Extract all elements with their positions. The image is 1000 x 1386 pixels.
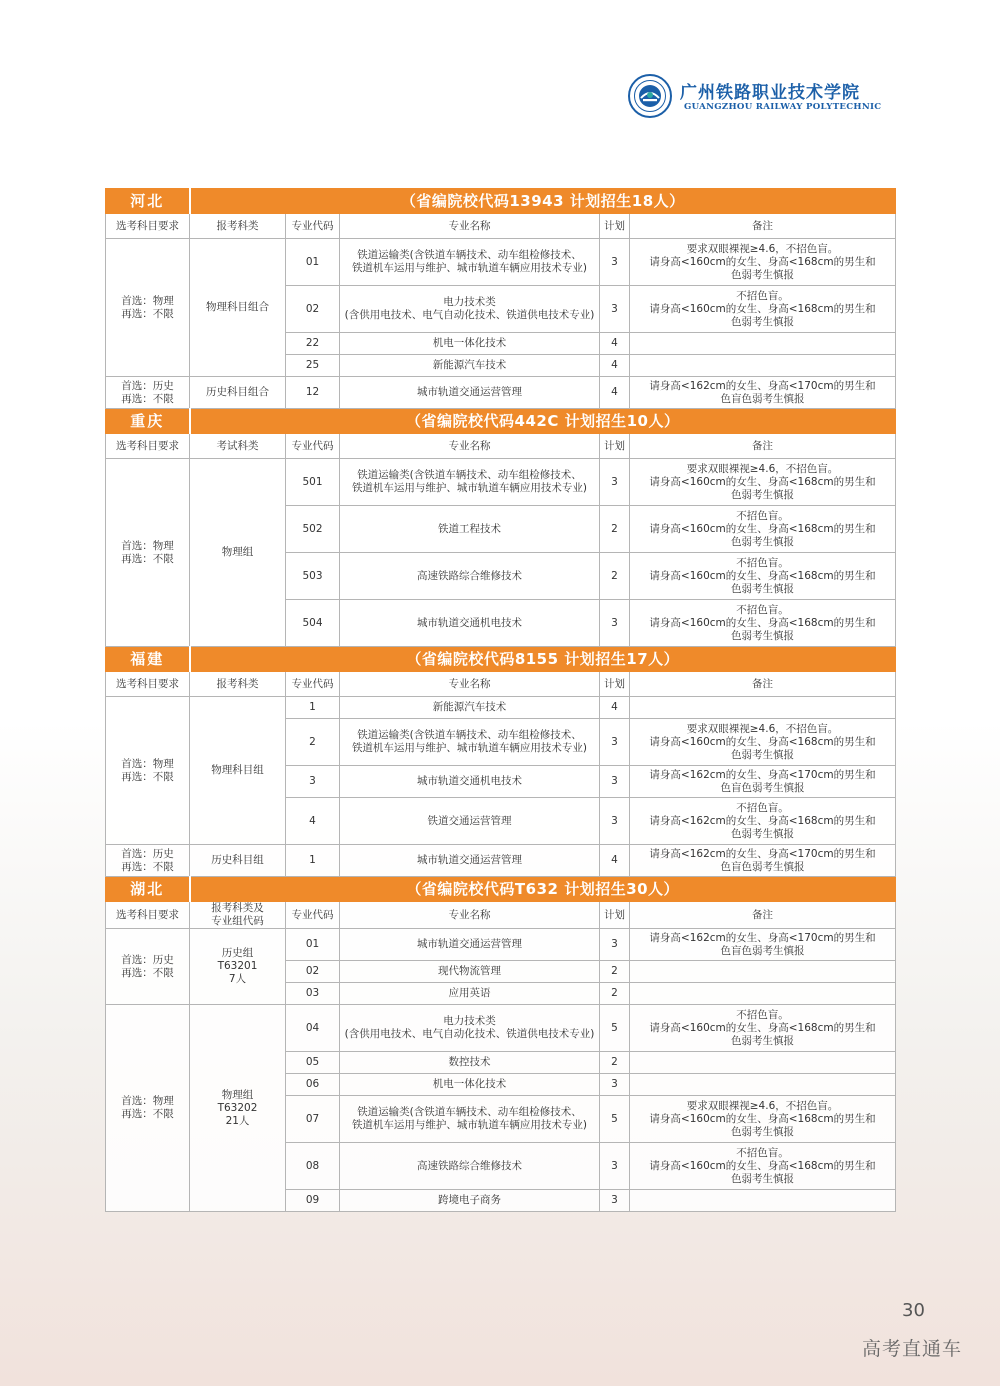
major-code: 05 <box>286 1052 340 1074</box>
column-header <box>600 434 630 459</box>
column-header <box>106 902 190 929</box>
remark-line: 请身高<160cm的女生、身高<168cm的男生和 <box>649 569 876 582</box>
major-name-line: 城市轨道交通运营管理 <box>417 938 522 950</box>
major-name-line: 铁道运输类(含铁道车辆技术、动车组检修技术、 <box>357 729 582 741</box>
table-row <box>106 377 896 409</box>
major-code: 2 <box>286 719 340 766</box>
school-name-cn: 广州铁路职业技术学院 <box>680 83 860 103</box>
remark <box>630 355 896 377</box>
major-name-line: 跨境电子商务 <box>438 1194 501 1206</box>
plan-count: 4 <box>600 845 630 877</box>
province-band <box>106 409 896 434</box>
plan-count: 3 <box>600 459 630 506</box>
remark-line: 不招色盲。 <box>736 603 789 616</box>
remark-line: 不招色盲。 <box>736 509 789 522</box>
remark <box>630 766 896 798</box>
column-header-text: 专业名称 <box>448 677 491 690</box>
remark-line: 请身高<162cm的女生、身高<168cm的男生和 <box>649 814 876 827</box>
major-name-line: 城市轨道交通运营管理 <box>417 386 522 398</box>
column-header <box>340 672 600 697</box>
major-code: 08 <box>286 1143 340 1190</box>
major-code: 22 <box>286 333 340 355</box>
remark-line: 请身高<160cm的女生、身高<168cm的男生和 <box>649 522 876 535</box>
major-name <box>340 377 600 409</box>
major-name <box>340 1143 600 1190</box>
remark <box>630 459 896 506</box>
remark <box>630 961 896 983</box>
plan-count: 4 <box>600 333 630 355</box>
column-header <box>340 434 600 459</box>
column-header <box>286 672 340 697</box>
requirement-line: 再选：不限 <box>121 307 174 320</box>
major-name-line: 铁道运输类(含铁道车辆技术、动车组检修技术、 <box>357 1106 582 1118</box>
major-name-line: 铁道运输类(含铁道车辆技术、动车组检修技术、 <box>357 469 582 481</box>
remark <box>630 286 896 333</box>
major-code: 25 <box>286 355 340 377</box>
subject-requirement <box>106 459 190 647</box>
table-row <box>106 459 896 506</box>
remark-line: 不招色盲。 <box>736 801 789 814</box>
plan-count: 4 <box>600 377 630 409</box>
section-title: （省编院校代码T632 计划招生30人） <box>190 877 896 902</box>
table-row <box>106 929 896 961</box>
major-code: 502 <box>286 506 340 553</box>
remark-line: 色弱考生慎报 <box>731 268 794 281</box>
requirement-line: 再选：不限 <box>121 392 174 405</box>
remark-line: 色弱考生慎报 <box>731 315 794 328</box>
major-name <box>340 697 600 719</box>
major-code: 01 <box>286 929 340 961</box>
remark-line: 请身高<162cm的女生、身高<170cm的男生和 <box>649 847 876 860</box>
column-header-text: 计划 <box>604 219 625 232</box>
column-header-text: 专业组代码 <box>211 915 264 927</box>
school-emblem-icon <box>628 74 672 118</box>
column-header-text: 报考科类及 <box>211 902 264 914</box>
plan-count: 3 <box>600 929 630 961</box>
remark-line: 请身高<160cm的女生、身高<168cm的男生和 <box>649 735 876 748</box>
plan-count: 2 <box>600 961 630 983</box>
column-header-text: 专业名称 <box>448 439 491 452</box>
remark <box>630 506 896 553</box>
major-code: 1 <box>286 697 340 719</box>
column-header-text: 备注 <box>752 439 773 452</box>
major-name-line: 城市轨道交通运营管理 <box>417 854 522 866</box>
remark-line: 请身高<160cm的女生、身高<168cm的男生和 <box>649 1159 876 1172</box>
column-header-text: 备注 <box>752 677 773 690</box>
column-header-text: 计划 <box>604 439 625 452</box>
remark <box>630 1096 896 1143</box>
column-header-text: 选考科目要求 <box>116 677 179 690</box>
page-number: 30 <box>902 1300 925 1321</box>
major-code: 04 <box>286 1005 340 1052</box>
major-name <box>340 355 600 377</box>
major-name-line: (含供用电技术、电气自动化技术、铁道供电技术专业) <box>344 1028 595 1040</box>
column-header <box>600 672 630 697</box>
remark-line: 色盲色弱考生慎报 <box>720 944 805 957</box>
major-name <box>340 983 600 1005</box>
province-band <box>106 647 896 672</box>
major-name <box>340 333 600 355</box>
remark-line: 色弱考生慎报 <box>731 535 794 548</box>
remark-line: 色弱考生慎报 <box>731 1172 794 1185</box>
exam-category <box>190 1005 286 1212</box>
major-name <box>340 719 600 766</box>
plan-count: 3 <box>600 1190 630 1212</box>
exam-category <box>190 459 286 647</box>
major-code: 03 <box>286 983 340 1005</box>
column-header-text: 专业代码 <box>291 439 334 452</box>
school-name-en: GUANGZHOU RAILWAY POLYTECHNIC <box>684 102 882 112</box>
major-code: 501 <box>286 459 340 506</box>
major-name-line: 数控技术 <box>448 1056 491 1068</box>
requirement-line: 首选：历史 <box>121 379 174 392</box>
category-line: 物理组 <box>221 546 254 558</box>
exam-category <box>190 845 286 877</box>
major-name-line: 铁道机车运用与维护、城市轨道车辆应用技术专业) <box>351 482 588 494</box>
remark-line: 色弱考生慎报 <box>731 1125 794 1138</box>
province-band <box>106 877 896 902</box>
major-name-line: 铁道工程技术 <box>438 522 501 535</box>
column-header <box>190 902 286 929</box>
plan-count: 3 <box>600 798 630 845</box>
major-code: 02 <box>286 286 340 333</box>
major-name-line: 机电一体化技术 <box>432 337 507 349</box>
section-title: （省编院校代码442C 计划招生10人） <box>190 409 896 434</box>
major-name-line: 机电一体化技术 <box>432 1078 507 1090</box>
exam-category <box>190 377 286 409</box>
remark <box>630 239 896 286</box>
column-header-text: 考试科类 <box>216 439 259 452</box>
remark <box>630 845 896 877</box>
category-line: 21人 <box>225 1114 250 1127</box>
remark <box>630 553 896 600</box>
major-code: 07 <box>286 1096 340 1143</box>
province-name: 福建 <box>106 647 190 672</box>
table-row <box>106 845 896 877</box>
column-header <box>630 902 896 929</box>
plan-count: 3 <box>600 719 630 766</box>
remark-line: 色弱考生慎报 <box>731 582 794 595</box>
plan-count: 3 <box>600 239 630 286</box>
column-header-text: 专业代码 <box>291 908 334 921</box>
column-header-text: 选考科目要求 <box>116 219 179 232</box>
major-name-line: 高速铁路综合维修技术 <box>417 1159 522 1172</box>
remark-line: 要求双眼裸视≥4.6，不招色盲。 <box>686 462 839 475</box>
remark-line: 请身高<160cm的女生、身高<168cm的男生和 <box>649 1021 876 1034</box>
plan-count: 3 <box>600 1074 630 1096</box>
major-name <box>340 239 600 286</box>
category-line: 历史组 <box>221 947 254 959</box>
column-header-text: 专业代码 <box>291 677 334 690</box>
major-code: 02 <box>286 961 340 983</box>
remark-line: 要求双眼裸视≥4.6，不招色盲。 <box>686 242 839 255</box>
major-code: 09 <box>286 1190 340 1212</box>
major-name-line: 现代物流管理 <box>438 965 501 977</box>
major-name <box>340 845 600 877</box>
plan-count: 3 <box>600 1143 630 1190</box>
remark-line: 不招色盲。 <box>736 1008 789 1021</box>
major-name-line: 城市轨道交通机电技术 <box>417 616 522 629</box>
column-header <box>600 214 630 239</box>
major-name <box>340 506 600 553</box>
column-header <box>106 672 190 697</box>
remark <box>630 1005 896 1052</box>
remark-line: 请身高<160cm的女生、身高<168cm的男生和 <box>649 302 876 315</box>
major-name <box>340 766 600 798</box>
plan-count: 3 <box>600 286 630 333</box>
major-name <box>340 961 600 983</box>
category-line: 7人 <box>228 973 247 985</box>
plan-count: 4 <box>600 697 630 719</box>
column-header-row <box>106 434 896 459</box>
column-header-row <box>106 902 896 929</box>
remark <box>630 1074 896 1096</box>
section-title: （省编院校代码8155 计划招生17人） <box>190 647 896 672</box>
remark-line: 色弱考生慎报 <box>731 1034 794 1047</box>
remark-line: 请身高<160cm的女生、身高<168cm的男生和 <box>649 1112 876 1125</box>
column-header <box>106 214 190 239</box>
remark <box>630 1190 896 1212</box>
column-header-text: 专业名称 <box>448 908 491 921</box>
major-name <box>340 929 600 961</box>
column-header-text: 备注 <box>752 908 773 921</box>
column-header <box>286 902 340 929</box>
category-line: 历史科目组 <box>211 854 264 866</box>
major-name <box>340 1190 600 1212</box>
major-name-line: 电力技术类 <box>443 296 496 308</box>
remark-line: 色弱考生慎报 <box>731 488 794 501</box>
remark-line: 要求双眼裸视≥4.6，不招色盲。 <box>686 1099 839 1112</box>
requirement-line: 再选：不限 <box>121 1108 174 1120</box>
table-row <box>106 1005 896 1052</box>
plan-count: 2 <box>600 506 630 553</box>
major-name <box>340 1074 600 1096</box>
column-header-text: 选考科目要求 <box>116 908 179 921</box>
major-name <box>340 1052 600 1074</box>
major-code: 3 <box>286 766 340 798</box>
major-name <box>340 459 600 506</box>
enrollment-table <box>105 188 896 1212</box>
column-header-text: 计划 <box>604 677 625 690</box>
major-code: 01 <box>286 239 340 286</box>
major-name-line: (含供用电技术、电气自动化技术、铁道供电技术专业) <box>344 309 595 321</box>
major-name-line: 铁道交通运营管理 <box>427 814 512 827</box>
requirement-line: 首选：物理 <box>121 757 174 770</box>
plan-count: 2 <box>600 983 630 1005</box>
remark <box>630 697 896 719</box>
column-header-text: 计划 <box>604 908 625 921</box>
major-name <box>340 600 600 647</box>
column-header <box>106 434 190 459</box>
remark-line: 请身高<160cm的女生、身高<168cm的男生和 <box>649 255 876 268</box>
exam-category <box>190 697 286 845</box>
remark-line: 不招色盲。 <box>736 556 789 569</box>
major-name <box>340 1096 600 1143</box>
major-code: 06 <box>286 1074 340 1096</box>
column-header <box>600 902 630 929</box>
remark <box>630 600 896 647</box>
requirement-line: 首选：物理 <box>121 1095 174 1107</box>
remark <box>630 333 896 355</box>
column-header-text: 专业代码 <box>291 219 334 232</box>
remark <box>630 929 896 961</box>
category-line: T63201 <box>217 960 258 972</box>
plan-count: 5 <box>600 1005 630 1052</box>
major-name-line: 铁道机车运用与维护、城市轨道车辆应用技术专业) <box>351 1119 588 1131</box>
column-header <box>630 672 896 697</box>
major-name-line: 铁道运输类(含铁道车辆技术、动车组检修技术、 <box>357 249 582 261</box>
major-code: 503 <box>286 553 340 600</box>
remark <box>630 983 896 1005</box>
major-name-line: 新能源汽车技术 <box>432 701 507 713</box>
column-header <box>190 214 286 239</box>
column-header-text: 选考科目要求 <box>116 439 179 452</box>
column-header-text: 备注 <box>752 219 773 232</box>
exam-category <box>190 929 286 1005</box>
category-line: 历史科目组合 <box>206 386 269 398</box>
table-row <box>106 239 896 286</box>
column-header <box>286 434 340 459</box>
major-code: 12 <box>286 377 340 409</box>
plan-count: 5 <box>600 1096 630 1143</box>
major-code: 1 <box>286 845 340 877</box>
column-header <box>190 434 286 459</box>
remark-line: 色弱考生慎报 <box>731 748 794 761</box>
remark-line: 请身高<162cm的女生、身高<170cm的男生和 <box>649 768 876 781</box>
plan-count: 3 <box>600 600 630 647</box>
major-name <box>340 798 600 845</box>
major-name <box>340 286 600 333</box>
subject-requirement <box>106 377 190 409</box>
column-header <box>190 672 286 697</box>
remark-line: 请身高<160cm的女生、身高<168cm的男生和 <box>649 616 876 629</box>
category-line: 物理组 <box>221 1088 254 1101</box>
remark-line: 不招色盲。 <box>736 1146 789 1159</box>
subject-requirement <box>106 239 190 377</box>
remark-line: 要求双眼裸视≥4.6，不招色盲。 <box>686 722 839 735</box>
requirement-line: 再选：不限 <box>121 860 174 873</box>
major-name-line: 铁道机车运用与维护、城市轨道车辆应用技术专业) <box>351 742 588 754</box>
column-header <box>340 214 600 239</box>
requirement-line: 首选：历史 <box>121 847 174 860</box>
major-name-line: 城市轨道交通机电技术 <box>417 775 522 787</box>
remark <box>630 719 896 766</box>
plan-count: 2 <box>600 1052 630 1074</box>
column-header <box>286 214 340 239</box>
remark <box>630 1052 896 1074</box>
subject-requirement <box>106 697 190 845</box>
requirement-line: 首选：物理 <box>121 294 174 307</box>
remark <box>630 1143 896 1190</box>
column-header-text: 报考科类 <box>216 219 259 232</box>
category-line: 物理科目组合 <box>206 301 269 313</box>
major-code: 504 <box>286 600 340 647</box>
remark-line: 不招色盲。 <box>736 289 789 302</box>
requirement-line: 再选：不限 <box>121 770 174 783</box>
remark <box>630 377 896 409</box>
major-name <box>340 553 600 600</box>
remark-line: 色盲色弱考生慎报 <box>720 860 805 873</box>
column-header-row <box>106 672 896 697</box>
major-name-line: 电力技术类 <box>443 1015 496 1027</box>
requirement-line: 首选：历史 <box>121 953 174 966</box>
province-name: 重庆 <box>106 409 190 434</box>
requirement-line: 再选：不限 <box>121 552 174 565</box>
province-band <box>106 189 896 214</box>
subject-requirement <box>106 1005 190 1212</box>
major-name <box>340 1005 600 1052</box>
subject-requirement <box>106 929 190 1005</box>
remark-line: 请身高<160cm的女生、身高<168cm的男生和 <box>649 475 876 488</box>
school-logo <box>628 74 898 120</box>
watermark-text: 高考直通车 <box>862 1338 963 1360</box>
plan-count: 4 <box>600 355 630 377</box>
requirement-line: 首选：物理 <box>121 539 174 552</box>
major-code: 4 <box>286 798 340 845</box>
category-line: T63202 <box>217 1101 258 1114</box>
plan-count: 2 <box>600 553 630 600</box>
major-name-line: 应用英语 <box>448 987 491 999</box>
column-header-text: 专业名称 <box>448 219 491 232</box>
remark <box>630 798 896 845</box>
remark-line: 色盲色弱考生慎报 <box>720 392 805 405</box>
category-line: 物理科目组 <box>211 764 264 776</box>
column-header <box>630 214 896 239</box>
subject-requirement <box>106 845 190 877</box>
remark-line: 请身高<162cm的女生、身高<170cm的男生和 <box>649 379 876 392</box>
column-header <box>630 434 896 459</box>
section-title: （省编院校代码13943 计划招生18人） <box>190 189 896 214</box>
column-header-row <box>106 214 896 239</box>
column-header-text: 报考科类 <box>216 677 259 690</box>
requirement-line: 再选：不限 <box>121 966 174 979</box>
remark-line: 色盲色弱考生慎报 <box>720 781 805 794</box>
remark-line: 请身高<162cm的女生、身高<170cm的男生和 <box>649 931 876 944</box>
province-name: 河北 <box>106 189 190 214</box>
remark-line: 色弱考生慎报 <box>731 629 794 642</box>
table-row <box>106 697 896 719</box>
remark-line: 色弱考生慎报 <box>731 827 794 840</box>
province-name: 湖北 <box>106 877 190 902</box>
plan-count: 3 <box>600 766 630 798</box>
major-name-line: 新能源汽车技术 <box>432 359 507 371</box>
exam-category <box>190 239 286 377</box>
column-header <box>340 902 600 929</box>
major-name-line: 铁道机车运用与维护、城市轨道车辆应用技术专业) <box>351 262 588 274</box>
major-name-line: 高速铁路综合维修技术 <box>417 569 522 582</box>
